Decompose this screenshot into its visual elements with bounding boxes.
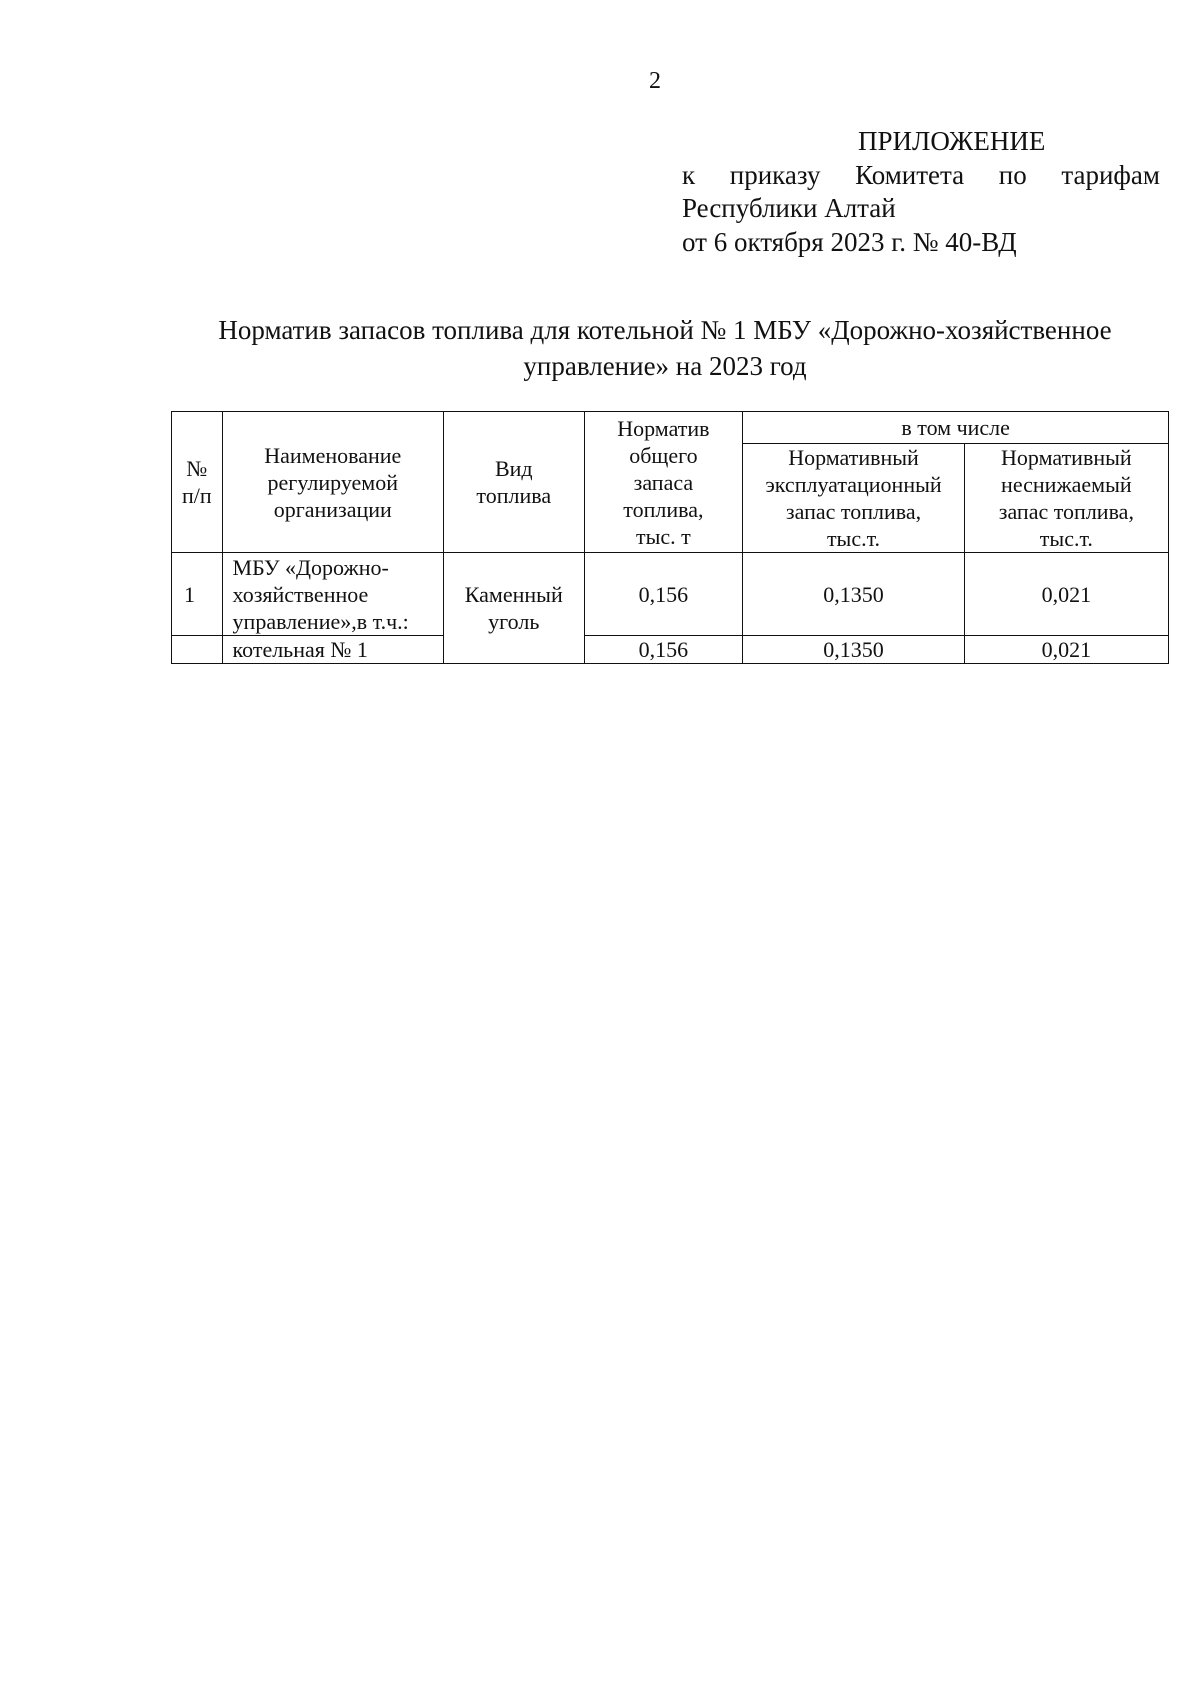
appendix-republic-line: Республики Алтай	[682, 193, 896, 223]
header-minimum-reserve: Нормативный неснижаемый запас топлива, тыс.т.	[964, 444, 1168, 553]
document-title	[150, 312, 1180, 384]
page-number: 2	[649, 68, 661, 94]
row-num	[172, 636, 223, 664]
row-operational-reserve: 0,1350	[743, 553, 964, 636]
header-total-reserve: Норматив общего запаса топлива, тыс. т	[584, 412, 743, 553]
document-title-line-2: управление» на 2023 год	[523, 351, 807, 381]
header-organization: Наименование регулируемой организации	[222, 412, 443, 553]
header-including: в том числе	[743, 412, 1169, 444]
header-operational-reserve: Нормативный эксплуатационный запас топлива, тыс.т.	[743, 444, 964, 553]
appendix-date-line: от 6 октября 2023 г. № 40-ВД	[682, 227, 1017, 257]
row-num: 1	[172, 553, 223, 636]
row-minimum-reserve: 0,021	[964, 553, 1168, 636]
row-total-reserve: 0,156	[584, 553, 743, 636]
table-row	[172, 553, 1169, 636]
row-minimum-reserve: 0,021	[964, 636, 1168, 664]
header-num: № п/п	[172, 412, 223, 553]
appendix-title: ПРИЛОЖЕНИЕ	[858, 126, 1046, 156]
appendix-order-line: к приказу Комитета по тарифам	[682, 160, 1160, 190]
header-fuel-type: Вид топлива	[443, 412, 584, 553]
table-header-row	[172, 412, 1169, 444]
fuel-reserve-table	[171, 411, 1169, 664]
document-title-line-1: Норматив запасов топлива для котельной № 1 МБУ «Дорожно-хозяйственное	[218, 315, 1112, 345]
table-row	[172, 636, 1169, 664]
row-organization: котельная № 1	[222, 636, 443, 664]
row-total-reserve: 0,156	[584, 636, 743, 664]
row-operational-reserve: 0,1350	[743, 636, 964, 664]
row-fuel-type: Каменный уголь	[443, 553, 584, 664]
row-organization: МБУ «Дорожно- хозяйственное управление»,в т.ч.:	[222, 553, 443, 636]
